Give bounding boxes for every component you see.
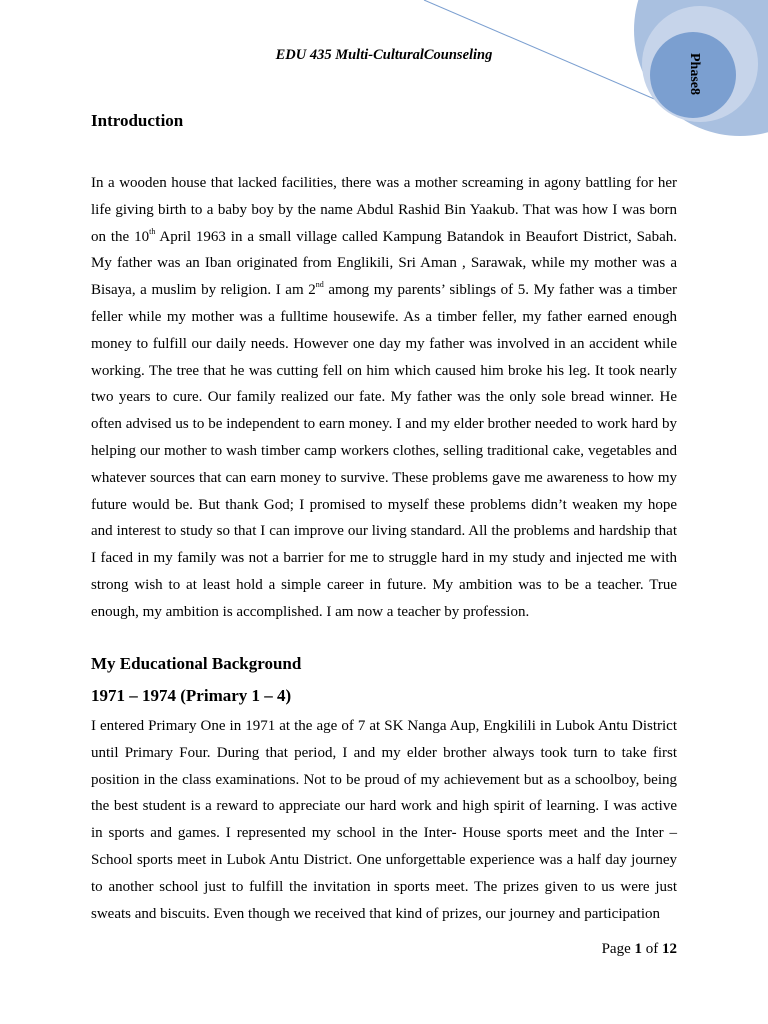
educational-background-heading: My Educational Background bbox=[91, 654, 302, 673]
page-number bbox=[602, 941, 677, 958]
page-total: 12 bbox=[662, 941, 677, 957]
introduction-paragraph bbox=[91, 170, 677, 626]
ordinal-suffix-th: th bbox=[149, 226, 156, 236]
ordinal-suffix-nd: nd bbox=[315, 280, 324, 290]
page-word: Page bbox=[601, 941, 631, 957]
education-paragraph: I entered Primary One in 1971 at the age of 7 at SK Nanga Aup, Engkilili in Lubok Antu District until Primary Four. During that period, I and my elder brother always took turn to take first position in the class examinations. Not to be proud of my achievement but as a schoolboy, being the best student is a reward to appreciate our hard work and high spirit of learning. I was active in sports and games. I represented my school in the Inter- House sports meet and the Inter – School sports meet in Lubok Antu District. One unforgettable experience was a half day journey to another school just to fulfill the invitation in sports meet. The prizes given to us were just sweats and biscuits. Even though we received that kind of prizes, our journey and participation bbox=[91, 718, 677, 922]
phase-label: Phase8 bbox=[687, 53, 702, 95]
introduction-heading: Introduction bbox=[91, 111, 184, 130]
of-word: of bbox=[645, 941, 659, 957]
intro-text-2: April 1963 in a small village called Kampung Batandok in Beaufort District, Sabah. My father was an Iban originated from Englikili, Sri Aman , Sarawak, while my mother was a Bisaya, a muslim by religion. I am 2 bbox=[91, 228, 677, 299]
intro-text-3: among my parents’ siblings of 5. My father was a timber feller while my mother was a fulltime housewife. As a timber feller, my father earned enough money to fulfill our daily needs. However one day my father was involved in an accident while working. The tree that he was cutting fell on him which caused him broke his leg. It took nearly two years to cure. Our family realized our fate. My father was the only sole bread winner. He often advised us to be independent to earn money. I and my elder brother needed to work hard by helping our mother to wash timber camp workers clothes, selling traditional cake, vegetables and whatever sources that can earn money to survive. These problems gave me awareness to how my future would be. But thank God; I promised to myself these problems didn’t weaken my hope and interest to study so that I can improve our living standard. All the problems and hardship that I faced in my family was not a barrier for me to struggle hard in my study and injected me with strong wish to at least hold a simple career in future. My ambition was to be a teacher. True enough, my ambition is accomplished. I am now a teacher by profession. bbox=[91, 282, 677, 620]
primary-years-subheading: 1971 – 1974 (Primary 1 – 4) bbox=[91, 686, 292, 705]
page-current: 1 bbox=[634, 941, 642, 957]
intro-text-1: In a wooden house that lacked facilities, there was a mother screaming in agony battling for her life giving birth to a baby boy by the name Abdul Rashid Bin Yaakub. That was how I was born on the 10 bbox=[91, 175, 677, 245]
header-course-title: EDU 435 Multi-CulturalCounseling bbox=[275, 47, 493, 63]
